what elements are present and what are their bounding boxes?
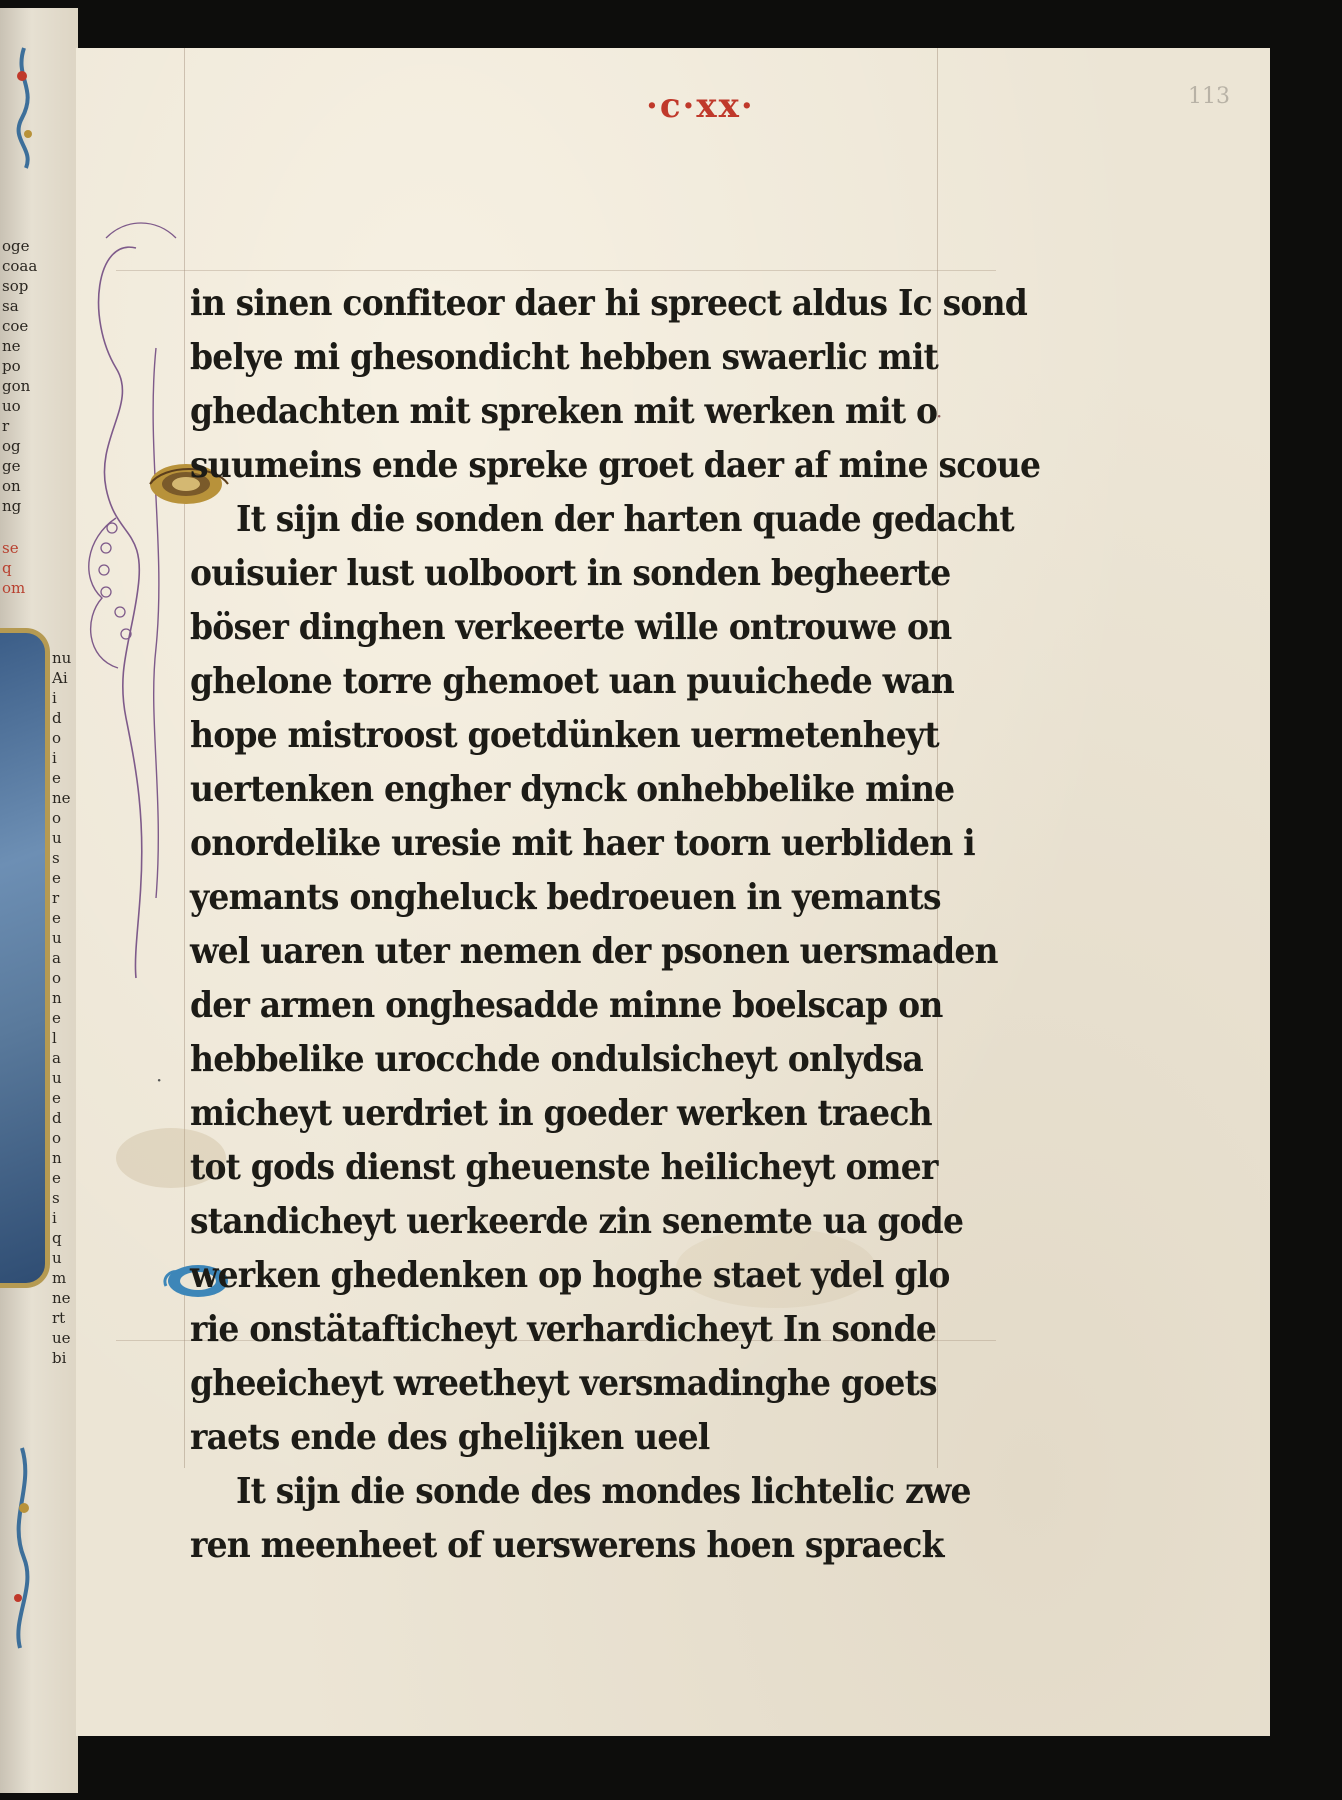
- folio-number: 113: [1188, 84, 1230, 109]
- text-line: in sinen confiteor daer hi spreect aldus Ic sond: [190, 281, 1028, 324]
- facing-text-upper: oge coaa sop sa coe ne po gon uo r og ge on ng: [2, 237, 38, 515]
- facing-text-lower: nu Ai i d o i e ne o u s e r e u a o n e l a u e d o n e s i q u m ne rt ue bi: [52, 649, 72, 1367]
- text-line: tot gods dienst gheuenste heilicheyt omer: [190, 1145, 938, 1188]
- text-line: uertenken engher dynck onhebbelike mine: [190, 767, 955, 810]
- facing-rubric: se q om: [2, 539, 26, 597]
- text-line: wel uaren uter nemen der psonen uersmaden: [190, 929, 998, 972]
- facing-page-edge: [0, 8, 78, 1793]
- text-line: yemants ongheluck bedroeuen in yemants: [190, 875, 941, 918]
- running-head: ·c·xx·: [646, 86, 755, 126]
- text-line: böser dinghen verkeerte wille ontrouwe on: [190, 605, 952, 648]
- text-line: hebbelike urocchde ondulsicheyt onlydsa: [190, 1037, 923, 1080]
- text-line: der armen onghesadde minne boelscap on: [190, 983, 943, 1026]
- text-line: raets ende des ghelijken ueel: [190, 1415, 710, 1458]
- text-line: micheyt uerdriet in goeder werken traech: [190, 1091, 932, 1134]
- margin-dot: ·: [156, 1068, 163, 1092]
- text-line: It sijn die sonden der harten quade gedacht: [236, 497, 1014, 540]
- manuscript-page: [76, 48, 1270, 1736]
- facing-flourish-top: [4, 48, 44, 168]
- text-line: rie onstätafticheyt verhardicheyt In sonde: [190, 1307, 937, 1350]
- text-line: gheeicheyt wreetheyt versmadinghe goets: [190, 1361, 937, 1404]
- main-text-block: [190, 276, 1041, 1572]
- text-line: ren meenheet of uerswerens hoen spraeck: [190, 1523, 944, 1566]
- margin-mark: ·: [936, 404, 943, 428]
- text-line: werken ghedenken op hoghe staet ydel glo: [190, 1253, 950, 1296]
- margin-flourish: [76, 198, 196, 978]
- text-line: hope mistroost goetdünken uermetenheyt: [190, 713, 939, 756]
- facing-miniature: [0, 628, 50, 1288]
- text-line: onordelike uresie mit haer toorn uerbliden i: [190, 821, 975, 864]
- text-line: It sijn die sonde des mondes lichtelic zwe: [236, 1469, 971, 1512]
- text-line: standicheyt uerkeerde zin senemte ua gode: [190, 1199, 964, 1242]
- ruling-top: [116, 270, 996, 271]
- text-line: suumeins ende spreke groet daer af mine scoue: [190, 443, 1041, 486]
- facing-flourish-bottom: [4, 1448, 44, 1648]
- text-line: belye mi ghesondicht hebben swaerlic mit: [190, 335, 938, 378]
- text-line: ghelone torre ghemoet uan puuichede wan: [190, 659, 954, 702]
- text-line: ouisuier lust uolboort in sonden begheerte: [190, 551, 951, 594]
- text-line: ghedachten mit spreken mit werken mit o: [190, 389, 938, 432]
